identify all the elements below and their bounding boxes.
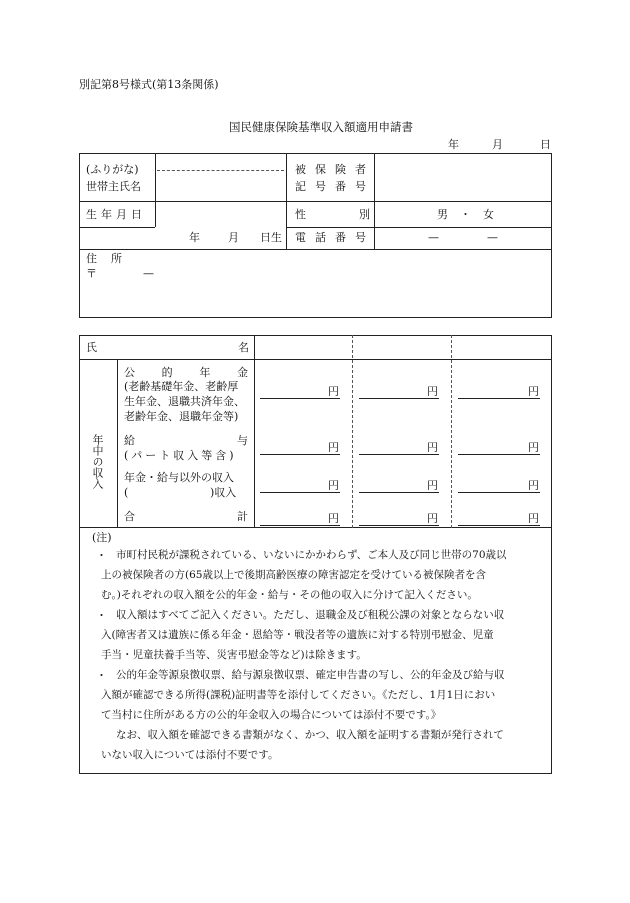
note-line: 上の被保険者の方(65歳以上で後期高齢医療の障害認定を受けている被保険者を含 [101,569,486,581]
note-line: む。)それぞれの収入額を公的年金・給与・その他の収入に分けて記入ください。 [101,589,478,601]
note-bullet: ・ [96,609,107,622]
address-label: 住所 [86,252,136,265]
yen-unit: 円 [427,385,438,398]
sex-male-option[interactable]: 男 [437,208,448,221]
yen-unit: 円 [328,441,339,454]
note-line: 入額が確認できる所得(課税)証明書等を添付してください。《ただし、1月1日におい [101,689,496,701]
name-field-3[interactable] [453,337,550,357]
other-income-suffix: )収入 [210,486,237,499]
note-line: 収入額はすべてご記入ください。ただし、退職金及び租税公課の対象とならない収 [116,609,505,621]
date-day-label: 日 [540,138,551,151]
address-field[interactable] [100,266,548,314]
amount-underline [458,525,540,526]
other-income-label: 年金・給与以外の収入 [124,471,234,484]
birthdate-year-label: 年 [189,231,200,244]
pension-detail-2: 生年金、退職共済年金、 [124,395,245,408]
amount-underline [458,492,540,493]
amount-underline [359,525,439,526]
amount-underline [260,398,340,399]
yen-unit: 円 [328,385,339,398]
pension-detail-1: (老齢基礎年金、老齢厚 [124,380,239,393]
furigana-label: (ふりがな) [86,163,139,176]
yen-unit: 円 [528,479,539,492]
note-bullet: ・ [96,549,107,562]
sex-female-option[interactable]: 女 [483,208,494,221]
sex-separator: ・ [460,208,471,221]
total-label: 合 計 [124,510,248,523]
note-line: 手当・児童扶養手当等、災害弔慰金等など)は除きます。 [101,649,367,661]
amount-underline [359,492,439,493]
insured-label-line2: 記号番号 [295,180,375,193]
yen-unit: 円 [427,479,438,492]
furigana-field[interactable] [157,156,284,170]
postal-dash: — [143,267,154,280]
birthdate-day-label: 日生 [260,231,282,244]
annual-income-label: 年中の収入 [91,434,104,489]
note-line: て当村に住所がある方の公的年金収入の場合については添付不要です。》 [101,709,442,721]
birthdate-label: 生年月日 [86,208,146,221]
income-table [79,335,552,528]
note-line: 公的年金等源泉徴収票、給与源泉徴収票、確定申告書の写し、公的年金及び給与収 [116,669,505,681]
yen-unit: 円 [328,512,339,525]
notes-heading: (注) [92,531,112,544]
yen-unit: 円 [427,512,438,525]
amount-underline [260,454,340,455]
insured-number-field[interactable] [376,155,550,199]
date-month-label: 月 [492,138,503,151]
householder-name-label: 世帯主氏名 [86,180,141,193]
birthdate-month-label: 月 [228,231,239,244]
phone-label: 電話番号 [295,231,375,244]
note-line: 市町村民税が課税されている、いないにかかわらず、ご本人及び同じ世帯の70歳以 [116,549,507,561]
phone-field[interactable] [376,229,550,247]
yen-unit: 円 [427,441,438,454]
date-year-label: 年 [448,138,459,151]
name-label-char1: 氏 [86,341,97,354]
phone-dash-2: — [487,231,498,244]
postal-mark: 〒 [86,267,97,280]
householder-name-field[interactable] [157,173,284,199]
pension-detail-3: 老齢年金、退職年金等) [124,410,239,423]
amount-underline [458,454,540,455]
yen-unit: 円 [528,512,539,525]
yen-unit: 円 [528,441,539,454]
yen-unit: 円 [528,385,539,398]
note-bullet: ・ [96,669,107,682]
amount-underline [359,454,439,455]
note-line: いない収入については添付不要です。 [101,749,279,761]
insured-label-line1: 被保険者 [295,163,375,176]
salary-detail: (パート収入等含) [124,449,237,462]
amount-underline [260,492,340,493]
amount-underline [260,525,340,526]
phone-dash-1: — [428,231,439,244]
salary-label: 給 与 [124,434,248,447]
amount-underline [458,398,540,399]
other-income-type: ( [124,486,129,499]
name-label-char2: 名 [238,341,249,354]
sex-label-char1: 性 [295,208,306,221]
form-reference: 別記第8号様式(第13条関係) [79,78,219,91]
other-income-type-field[interactable] [134,485,208,499]
pension-label: 公 的 年 金 [124,366,248,379]
note-line: なお、収入額を確認できる書類がなく、かつ、収入額を証明する書類が発行されて [116,729,504,741]
amount-underline [359,398,439,399]
note-line: 入(障害者又は遺族に係る年金・恩給等・戦没者等の遺族に対する特別弔慰金、児童 [101,629,494,641]
name-field-1[interactable] [256,337,350,357]
page-title: 国民健康保険基準収入額適用申請書 [229,120,413,134]
name-field-2[interactable] [354,337,449,357]
sex-label-char2: 別 [359,208,370,221]
yen-unit: 円 [328,479,339,492]
